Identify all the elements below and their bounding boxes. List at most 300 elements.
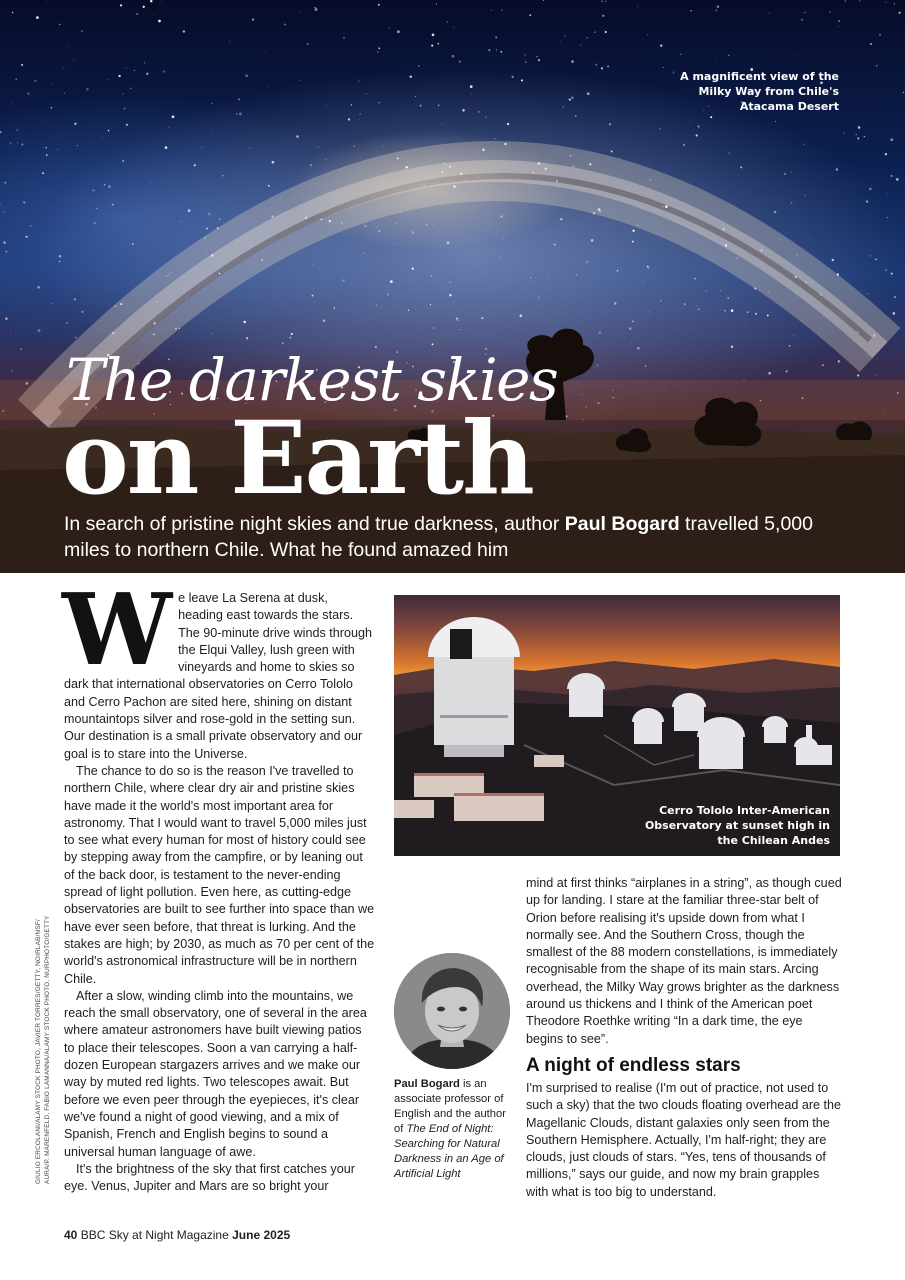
star [378, 230, 380, 232]
star [563, 106, 565, 108]
star [267, 86, 268, 87]
star [366, 93, 367, 94]
star [265, 51, 266, 52]
star [10, 331, 11, 332]
star [619, 158, 620, 159]
star [586, 261, 588, 263]
star [866, 200, 868, 202]
star [438, 105, 439, 106]
star [397, 30, 400, 33]
star [820, 336, 821, 337]
star [291, 333, 293, 335]
star [239, 113, 242, 116]
star [456, 318, 458, 320]
star [272, 215, 274, 217]
star [325, 159, 326, 160]
star [587, 92, 590, 95]
paragraph-1 [62, 573, 375, 763]
star [75, 337, 76, 338]
star [363, 252, 365, 254]
star [150, 0, 152, 2]
star [387, 293, 389, 295]
star [450, 282, 451, 283]
star [649, 311, 650, 312]
star [453, 27, 454, 28]
star [118, 75, 120, 77]
issue-date: June 2025 [232, 1228, 291, 1242]
star [838, 360, 840, 362]
star [30, 225, 32, 227]
star [885, 269, 887, 271]
star [294, 198, 295, 199]
star [348, 118, 350, 120]
star [892, 312, 895, 315]
star [890, 138, 893, 141]
star [698, 308, 700, 310]
star [580, 45, 581, 46]
star [470, 85, 473, 88]
subheading: A night of endless stars [526, 1054, 741, 1076]
star [496, 50, 497, 51]
star [74, 123, 76, 125]
hero-caption: A magnificent view of the Milky Way from Chile's Atacama Desert [680, 70, 839, 113]
star [595, 367, 596, 368]
star [20, 348, 21, 349]
star [211, 132, 212, 133]
star [377, 51, 378, 52]
star [576, 274, 577, 275]
star [594, 31, 596, 33]
star [223, 316, 224, 317]
star [465, 180, 467, 182]
star [880, 138, 881, 139]
star [648, 268, 649, 269]
star [136, 13, 138, 15]
star [81, 30, 83, 32]
star [334, 307, 336, 309]
star [168, 127, 169, 128]
star [571, 97, 573, 99]
star [172, 115, 175, 118]
star [548, 277, 549, 278]
star [11, 370, 13, 372]
star [491, 10, 492, 11]
star [268, 185, 270, 187]
star [143, 6, 145, 8]
star [156, 301, 157, 302]
star [108, 130, 110, 132]
star [830, 11, 831, 12]
star [845, 0, 847, 2]
star [471, 93, 472, 94]
star [875, 259, 877, 261]
star [378, 4, 380, 6]
star [790, 202, 792, 204]
star [645, 183, 646, 184]
star [412, 231, 415, 234]
star [602, 15, 604, 17]
star [36, 16, 39, 19]
star [482, 149, 484, 151]
star [38, 329, 41, 332]
star [705, 291, 706, 292]
star [378, 102, 379, 103]
star [744, 379, 745, 380]
star [560, 41, 561, 42]
star [410, 75, 412, 77]
author-bio [394, 1077, 512, 1182]
star [575, 115, 577, 117]
star [500, 51, 502, 53]
star [272, 161, 275, 164]
star [59, 24, 60, 25]
star [459, 329, 460, 330]
star [857, 137, 859, 139]
star [321, 218, 323, 220]
star [740, 166, 742, 168]
star [23, 201, 25, 203]
star [837, 273, 839, 275]
star [459, 60, 461, 62]
star [6, 81, 7, 82]
star [877, 359, 878, 360]
star [564, 36, 565, 37]
star [752, 252, 753, 253]
star [571, 60, 574, 63]
author-name: Paul Bogard [394, 1078, 460, 1090]
star [868, 355, 869, 356]
star [789, 345, 790, 346]
star [130, 88, 132, 90]
star [114, 305, 116, 307]
star [42, 172, 44, 174]
star [360, 119, 361, 120]
star [731, 309, 734, 312]
star [9, 142, 11, 144]
star [73, 60, 74, 61]
star [803, 144, 804, 145]
star [754, 288, 756, 290]
star [885, 153, 887, 155]
star [34, 80, 36, 82]
star [887, 217, 888, 218]
star [354, 146, 355, 147]
star [488, 49, 490, 51]
star [126, 124, 128, 126]
star [729, 153, 730, 154]
star [805, 282, 806, 283]
star [801, 19, 803, 21]
star [59, 261, 60, 262]
star [629, 327, 632, 330]
photo-credits: GIULIO ERCOLANI/ALAMY STOCK PHOTO, JAVIER TORRES/GETTY, NOIRLAB/NSF/ AURA/P. MARENFELD, FABIO LAMANNA/ALAMY STOCK PHOTO, NURPHOTO/GETTY [35, 915, 51, 1184]
star [390, 280, 393, 283]
star [249, 147, 250, 148]
star [108, 185, 111, 188]
star [726, 173, 727, 174]
star [857, 375, 859, 377]
star [401, 212, 402, 213]
star [795, 276, 797, 278]
star [81, 311, 83, 313]
star [351, 104, 352, 105]
star [844, 132, 845, 133]
star [66, 322, 68, 324]
star [637, 225, 638, 226]
star [518, 238, 519, 239]
star [444, 162, 445, 163]
star [462, 109, 465, 112]
star [4, 182, 6, 184]
star [524, 54, 525, 55]
star [3, 241, 5, 243]
star [755, 313, 757, 315]
star [329, 220, 331, 222]
star [0, 204, 1, 206]
star [869, 188, 872, 191]
star [898, 12, 900, 14]
star [408, 310, 409, 311]
star [120, 4, 122, 6]
star [446, 21, 447, 22]
star [26, 236, 28, 238]
star [154, 322, 156, 324]
star [715, 57, 716, 58]
star [607, 65, 609, 67]
paragraph-1-text: e leave La Serena at dusk, heading east towards the stars. The 90-minute drive winds through the Elqui Valley, lush green with vineyards and home to skies so dark that international observatories on Cerro Tololo and Cerro Pachon are sited here, shining on distant mountaintops silver and rose-gold in the setting sun. Our destination is a small private observatory and our goal is to stare into the Universe. [64, 591, 372, 761]
star [153, 333, 155, 335]
star [343, 340, 344, 341]
page-footer [64, 1227, 290, 1243]
star [261, 259, 263, 261]
author-bio-text: is an associate professor of English and the author of [394, 1078, 506, 1135]
star [601, 0, 603, 2]
star [433, 327, 434, 328]
star [768, 372, 770, 374]
star [449, 166, 451, 168]
star [769, 13, 770, 14]
star [495, 138, 496, 139]
author-portrait-illustration [394, 953, 510, 1069]
star [51, 107, 53, 109]
star [431, 45, 433, 47]
star [312, 295, 314, 297]
star [609, 123, 611, 125]
hero-image [0, 0, 905, 573]
standfirst [64, 511, 844, 563]
star [511, 76, 513, 78]
star [560, 218, 562, 220]
star [123, 107, 125, 109]
star [282, 342, 284, 344]
star [401, 230, 402, 231]
headline-line-1: The darkest skies [66, 346, 558, 414]
star [632, 241, 634, 243]
star [838, 20, 840, 22]
star [720, 309, 721, 310]
star [894, 3, 895, 4]
star [222, 175, 223, 176]
star [208, 213, 211, 216]
star [424, 184, 425, 185]
star [112, 204, 114, 206]
drop-cap: W [62, 573, 173, 688]
star [717, 6, 719, 8]
star [406, 166, 408, 168]
star [442, 123, 443, 124]
star [431, 275, 433, 277]
star [903, 92, 905, 94]
star [432, 34, 435, 37]
star [294, 216, 295, 217]
star [637, 347, 640, 350]
star [876, 65, 878, 67]
star [870, 255, 871, 256]
star [63, 67, 64, 68]
star [300, 80, 301, 81]
star [122, 160, 124, 162]
star [437, 43, 439, 45]
star [238, 98, 240, 100]
star [217, 190, 218, 191]
star [126, 68, 127, 69]
star [731, 346, 733, 348]
star [495, 36, 497, 38]
star [389, 28, 390, 29]
paragraph-5: mind at first thinks “airplanes in a string”, as though cued up for landing. I stare at the familiar three-star belt of Orion before realising it's upside down from what I normally see. And the Southern Cross, though the smallest of the 88 modern constellations, is immediately recognisable from the shape of its main stars. Arcing overhead, the Milky Way grows brighter as the darkness around us thickens and I think of the American poet Theodore Roethke writing “In a dark time, the eye begins to see”. [526, 876, 842, 1046]
star [457, 320, 458, 321]
star [93, 222, 96, 225]
star [538, 59, 540, 61]
star [659, 128, 660, 129]
star [383, 146, 384, 147]
star [890, 175, 892, 177]
star [767, 314, 769, 316]
star [204, 237, 206, 239]
star [376, 305, 378, 307]
star [378, 47, 380, 49]
star [16, 129, 18, 131]
star [365, 225, 366, 226]
paragraph-6: I'm surprised to realise (I'm out of practice, not used to such a sky) that the two clouds floating overhead are the Magellanic Clouds, distant galaxies only seen from the Southern Hemisphere. Actually, I'm half-right; they are clouds, just clouds of stars. “Yes, tens of thousands of millions,” says our guide, and now my brain grapples with what is too big to understand. [526, 1080, 842, 1199]
star [64, 93, 65, 94]
star [246, 337, 248, 339]
star [880, 119, 881, 120]
star [656, 134, 657, 135]
star [599, 331, 601, 333]
magazine-name: BBC Sky at Night Magazine [80, 1228, 229, 1242]
star [162, 1, 163, 2]
star [12, 103, 13, 104]
star [793, 334, 794, 335]
star [605, 1, 606, 2]
star [224, 202, 225, 203]
star [481, 317, 483, 319]
star [507, 123, 509, 125]
star [632, 320, 634, 322]
star [696, 134, 698, 136]
star [418, 65, 420, 67]
star [614, 302, 617, 305]
star [822, 364, 824, 366]
star [702, 224, 703, 225]
star [601, 67, 603, 69]
star [882, 74, 883, 75]
star [212, 103, 213, 104]
star [876, 375, 877, 376]
star [358, 80, 360, 82]
observatory-photo [394, 595, 840, 856]
star [665, 205, 668, 208]
star [420, 104, 422, 106]
star [359, 113, 361, 115]
star [784, 173, 785, 174]
star [650, 179, 651, 180]
star [727, 297, 729, 299]
star [205, 250, 206, 251]
article-column-1 [62, 573, 375, 1195]
star [768, 291, 769, 292]
star [394, 243, 395, 244]
star [377, 227, 378, 228]
star [647, 35, 648, 36]
star [660, 300, 662, 302]
star [503, 238, 504, 239]
star [504, 143, 506, 145]
star [747, 311, 749, 313]
star [144, 62, 145, 63]
star [442, 171, 444, 173]
star [379, 189, 380, 190]
star [605, 31, 607, 33]
standfirst-author: Paul Bogard [564, 513, 680, 535]
star [647, 266, 649, 268]
star [51, 303, 52, 304]
star [663, 67, 664, 68]
star [396, 223, 397, 224]
star [886, 2, 887, 3]
star [443, 235, 444, 236]
star [500, 215, 502, 217]
star [858, 126, 861, 129]
star [314, 7, 315, 8]
star [168, 274, 169, 275]
star [166, 276, 167, 277]
star [591, 239, 594, 242]
star [74, 298, 76, 300]
star [778, 338, 779, 339]
star [217, 227, 219, 229]
star [412, 267, 414, 269]
star [593, 212, 596, 215]
star [104, 92, 105, 93]
star [891, 273, 893, 275]
star [864, 136, 866, 138]
star [569, 98, 571, 100]
star [312, 264, 313, 265]
star [572, 165, 574, 167]
star [449, 294, 451, 296]
star [104, 184, 106, 186]
star [485, 117, 486, 118]
star [296, 135, 299, 138]
star [120, 303, 122, 305]
star [134, 70, 135, 71]
star [15, 79, 17, 81]
star [499, 256, 500, 257]
star [122, 93, 124, 95]
star [538, 296, 540, 298]
